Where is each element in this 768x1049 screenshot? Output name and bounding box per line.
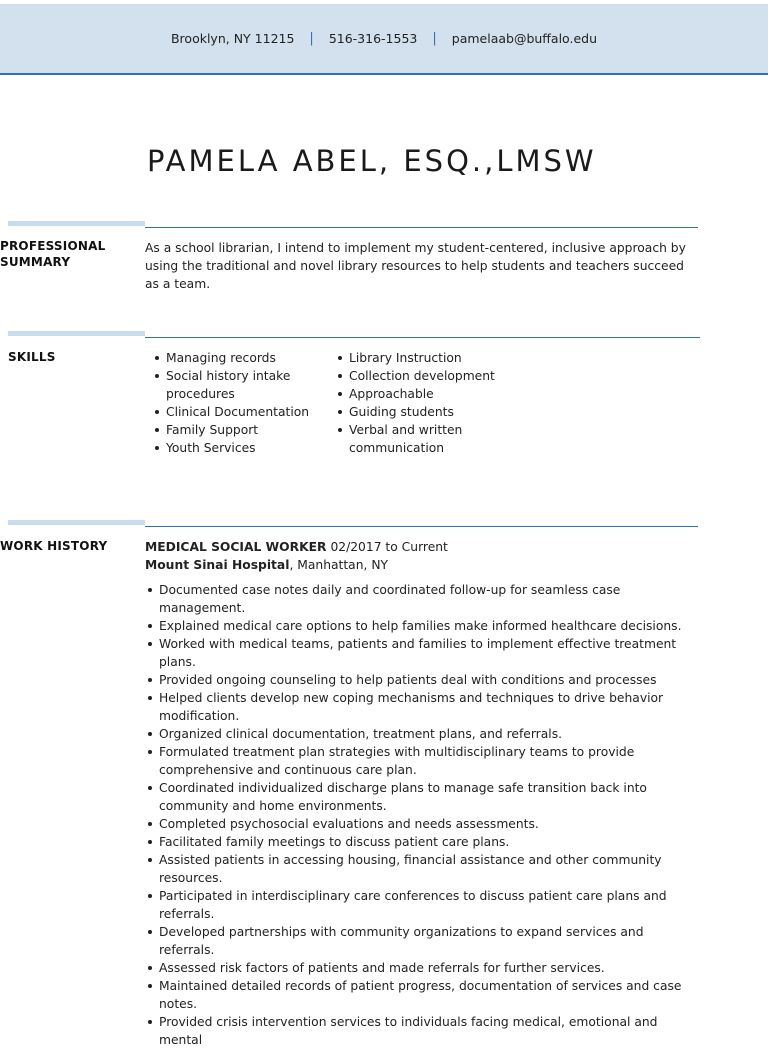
skills-list-right — [336, 349, 511, 457]
duty-item: Provided crisis intervention services to individuals facing medical, emotional and mental — [146, 1013, 691, 1049]
skill-item: Clinical Documentation — [153, 403, 323, 421]
skill-item: Library Instruction — [336, 349, 511, 367]
employer-line — [145, 556, 388, 574]
contact-separator: | — [309, 31, 314, 46]
job-dates: 02/2017 to Current — [330, 540, 448, 554]
section-accent-bar — [8, 520, 145, 525]
contact-separator: | — [432, 31, 437, 46]
job-duties-list — [146, 581, 691, 1049]
duty-item: Participated in interdisciplinary care conferences to discuss patient care plans and referrals. — [146, 887, 691, 923]
contact-email: pamelaab@buffalo.edu — [451, 31, 598, 46]
employer-name: Mount Sinai Hospital — [145, 558, 290, 572]
skill-item: Guiding students — [336, 403, 511, 421]
resume-name: PAMELA ABEL, ESQ.,LMSW — [147, 144, 597, 178]
section-accent-bar — [8, 331, 145, 336]
duty-item: Assisted patients in accessing housing, financial assistance and other community resources. — [146, 851, 691, 887]
duty-item: Explained medical care options to help families make informed healthcare decisions. — [146, 617, 691, 635]
contact-location: Brooklyn, NY 11215 — [170, 31, 295, 46]
skill-item: Managing records — [153, 349, 323, 367]
contact-phone: 516-316-1553 — [328, 31, 418, 46]
summary-heading-line1: PROFESSIONAL — [0, 239, 106, 253]
duty-item: Assessed risk factors of patients and made referrals for further services. — [146, 959, 691, 977]
duty-item: Facilitated family meetings to discuss patient care plans. — [146, 833, 691, 851]
section-divider — [145, 337, 700, 338]
summary-text: As a school librarian, I intend to implement my student-centered, inclusive approach by using the traditional and novel library resources to help students and teachers succeed as a team. — [145, 241, 686, 291]
skill-item: Approachable — [336, 385, 511, 403]
section-divider — [145, 227, 698, 228]
duty-item: Helped clients develop new coping mechanisms and techniques to drive behavior modification. — [146, 689, 691, 725]
skill-item: Verbal and written communication — [336, 421, 511, 457]
skills-heading: SKILLS — [8, 350, 56, 364]
duty-item: Developed partnerships with community organizations to expand services and referrals. — [146, 923, 691, 959]
duty-item: Completed psychosocial evaluations and needs assessments. — [146, 815, 691, 833]
contact-bar — [0, 4, 768, 75]
section-divider — [145, 526, 698, 527]
job-title: MEDICAL SOCIAL WORKER — [145, 540, 327, 554]
duty-item: Organized clinical documentation, treatment plans, and referrals. — [146, 725, 691, 743]
skill-item: Youth Services — [153, 439, 323, 457]
skills-list-left — [153, 349, 323, 457]
section-accent-bar — [8, 221, 145, 226]
duty-item: Maintained detailed records of patient progress, documentation of services and case notes. — [146, 977, 691, 1013]
job-title-line — [145, 538, 448, 556]
summary-heading-line2: SUMMARY — [0, 255, 71, 269]
duty-item: Documented case notes daily and coordinated follow-up for seamless case management. — [146, 581, 691, 617]
duty-item: Provided ongoing counseling to help patients deal with conditions and processes — [146, 671, 691, 689]
duty-item: Coordinated individualized discharge plans to manage safe transition back into community and home environments. — [146, 779, 691, 815]
skill-item: Collection development — [336, 367, 511, 385]
employer-location: , Manhattan, NY — [289, 558, 389, 572]
skill-item: Social history intake procedures — [153, 367, 323, 403]
duty-item: Worked with medical teams, patients and families to implement effective treatment plans. — [146, 635, 691, 671]
work-history-heading: WORK HISTORY — [0, 539, 108, 553]
skill-item: Family Support — [153, 421, 323, 439]
duty-item: Formulated treatment plan strategies with multidisciplinary teams to provide comprehensive and continuous care plan. — [146, 743, 691, 779]
summary-heading — [0, 238, 105, 270]
